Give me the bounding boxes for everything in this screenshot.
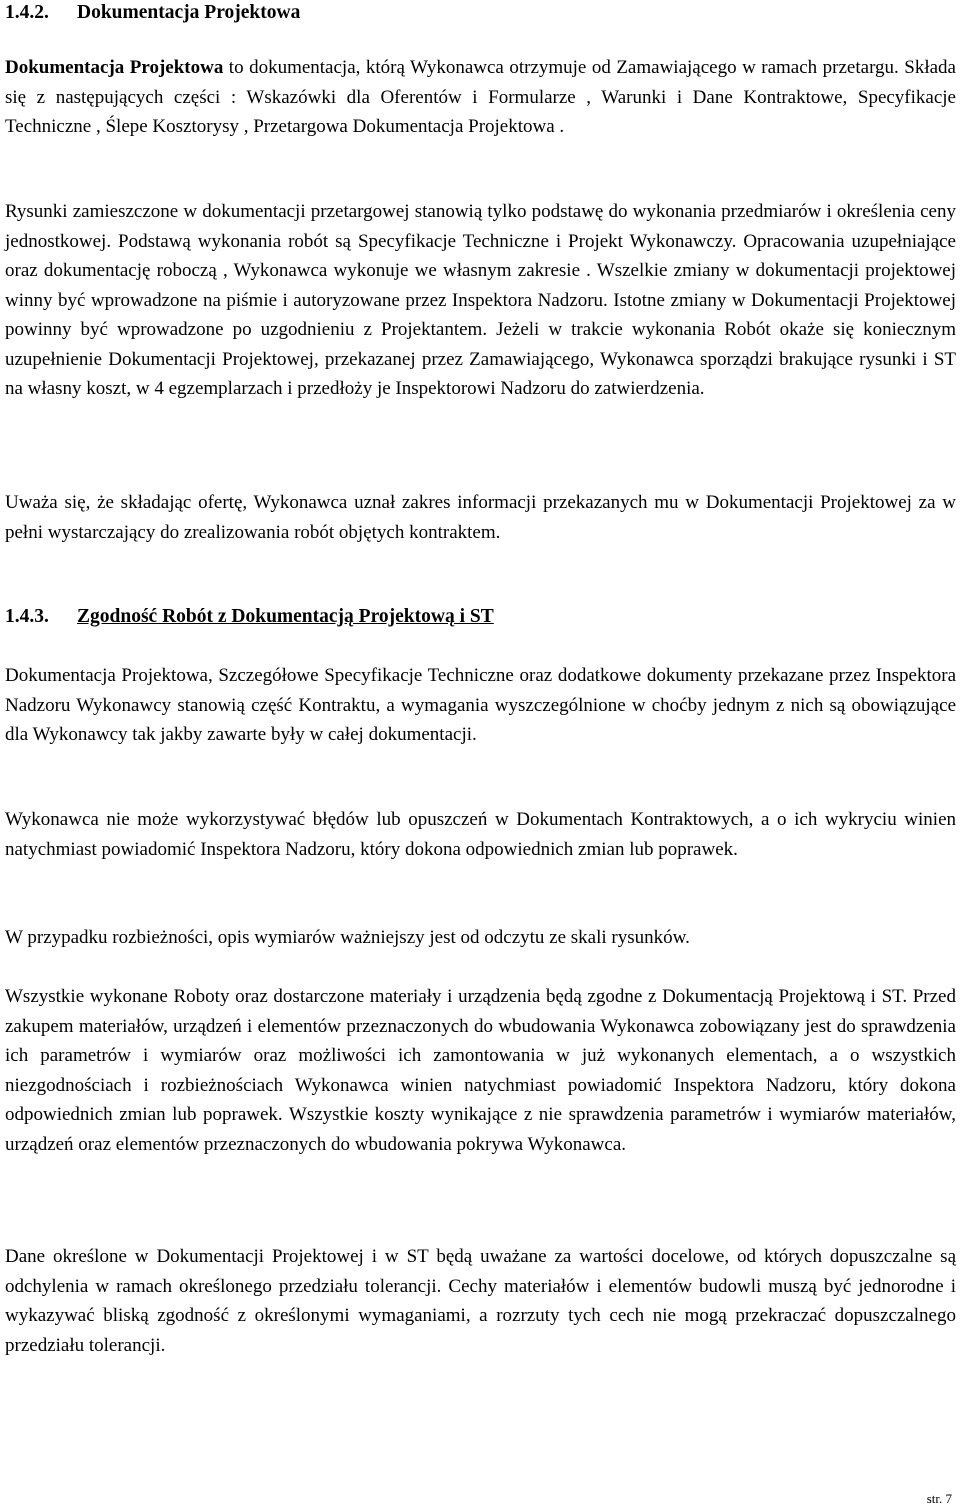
section-number: 1.4.2.	[5, 2, 49, 23]
paragraph-tolerances: Dane określone w Dokumentacji Projektowej i w ST będą uważane za wartości docelowe, od których dopuszczalne są odchylenia w ramach określonego przedziału tolerancji. Cechy materiałów i elementów budowli muszą być jednorodne i wykazywać bliską zgodność z określonymi wymaganiami, a rozrzuty tych cech nie mogą przekraczać dopuszczalnego przedziału tolerancji.	[5, 1246, 956, 1356]
paragraph-contract-documents: Dokumentacja Projektowa, Szczegółowe Specyfikacje Techniczne oraz dodatkowe dokumenty przekazane przez Inspektora Nadzoru Wykonawcy stanowią część Kontraktu, a wymagania wyszczególnione w choćby jednym z nich są obowiązujące dla Wykonawcy tak jakby zawarte były w całej dokumentacji.	[5, 665, 956, 745]
section-heading-1-4-2	[5, 0, 300, 26]
paragraph-compliance: Wszystkie wykonane Roboty oraz dostarczone materiały i urządzenia będą zgodne z Dokumentacją Projektową i ST. Przed zakupem materiałów, urządzeń i elementów przeznaczonych do wbudowania Wykonawca zobowiązany jest do sprawdzenia ich parametrów i wymiarów oraz możliwości ich zamontowania w już wykonanych elementach, a o wszystkich niezgodnościach i rozbieżnościach Wykonawca winien natychmiast powiadomić Inspektora Nadzoru, który dokona odpowiednich zmian lub poprawek. Wszystkie koszty wynikające z nie sprawdzenia parametrów i wymiarów materiałów, urządzeń oraz elementów przeznaczonych do wbudowania pokrywa Wykonawca.	[5, 986, 956, 1155]
section-number: 1.4.3.	[5, 606, 49, 627]
page-number: str. 7	[926, 1491, 952, 1506]
paragraph-errors: Wykonawca nie może wykorzystywać błędów lub opuszczeń w Dokumentach Kontraktowych, a o ich wykryciu winien natychmiast powiadomić Inspektora Nadzoru, który dokona odpowiednich zmian lub poprawek.	[5, 809, 956, 860]
section-title: Dokumentacja Projektowa	[77, 2, 301, 23]
section-title: Zgodność Robót z Dokumentacją Projektową i ST	[77, 606, 494, 627]
paragraph-definition	[5, 53, 956, 142]
section-heading-1-4-3	[5, 604, 494, 630]
definition-text: to dokumentacja, którą Wykonawca otrzymuje od Zamawiającego w ramach przetargu. Składa się z następujących części : Wskazówki dla Oferentów i Formularze , Warunki i Dane Kontraktowe, Specyfikacje Techniczne , Ślepe Kosztorysy , Przetargowa Dokumentacja Projektowa .	[5, 57, 956, 137]
paragraph-drawings: Rysunki zamieszczone w dokumentacji przetargowej stanowią tylko podstawę do wykonania przedmiarów i określenia ceny jednostkowej. Podstawą wykonania robót są Specyfikacje Techniczne i Projekt Wykonawczy. Opracowania uzupełniające oraz dokumentację roboczą , Wykonawca wykonuje we własnym zakresie . Wszelkie zmiany w dokumentacji projektowej winny być wprowadzone na piśmie i autoryzowane przez Inspektora Nadzoru. Istotne zmiany w Dokumentacji Projektowej powinny być wprowadzone po uzgodnieniu z Projektantem. Jeżeli w trakcie wykonania Robót okaże się koniecznym uzupełnienie Dokumentacji Projektowej, przekazanej przez Zamawiającego, Wykonawca sporządzi brakujące rysunki i ST na własny koszt, w 4 egzemplarzach i przedłoży je Inspektorowi Nadzoru do zatwierdzenia.	[5, 201, 956, 399]
defined-term: Dokumentacja Projektowa	[5, 57, 224, 78]
paragraph-discrepancies: W przypadku rozbieżności, opis wymiarów ważniejszy jest od odczytu ze skali rysunków.	[5, 927, 690, 948]
paragraph-offer: Uważa się, że składając ofertę, Wykonawca uznał zakres informacji przekazanych mu w Dokumentacji Projektowej za w pełni wystarczający do zrealizowania robót objętych kontraktem.	[5, 492, 956, 543]
